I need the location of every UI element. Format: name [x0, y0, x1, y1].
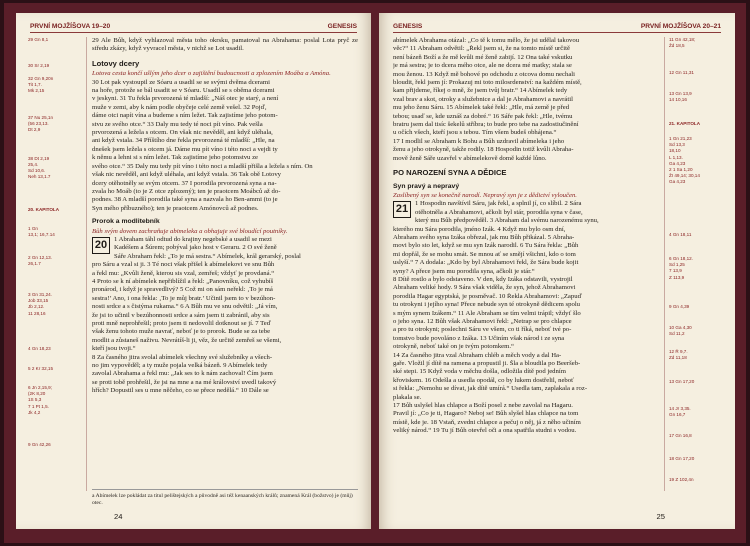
text-line: 1 Hospodin navštívil Sáru, jak řekl, a splnil jí, co slíbil. 2 Sára	[415, 200, 582, 208]
cross-reference	[669, 477, 725, 483]
text-line: vzal brav a skot, otroky a služebnice a dal je Abrahamovi a navrátil	[393, 95, 573, 103]
header-left-title: PRVNÍ MOJŽÍŠOVA 19–20	[30, 23, 111, 30]
cross-reference-line: 4 Gn 18,23	[28, 346, 51, 351]
cross-reference-line: 6 Jn 2,15,9;	[28, 385, 53, 390]
cross-reference-line: 6 Gn 18,12.	[669, 256, 694, 261]
cross-reference-line: 1 Gn 21,23	[669, 136, 692, 141]
text-line: stvu ze svého otce.“ 33 Daly mu tedy té noci pít víno. Pak vešla	[92, 120, 263, 128]
text-line: že jsi to učinil v bezúhonnosti srdce a sám jsem ti zabránil, aby sis	[92, 311, 270, 319]
cross-reference-line: 5 2 Kr 32,15	[28, 365, 54, 371]
text-line: který mu Bůh předpověděl. 3 Abraham dal svému narozenému synu,	[415, 217, 599, 225]
text-line: 17 I modlil se Abraham k Bohu a Bůh uzdravil abímeleka i jeho	[393, 137, 565, 145]
cross-reference-line: Job 33,15	[28, 298, 49, 304]
column-divider	[664, 37, 665, 491]
text-line: a řekl mu: „Kvůli ženě, kterou sis vzal, zemřeš; vždyť je provdaná.“	[92, 269, 275, 277]
right-page	[379, 13, 735, 529]
text-line: kterého mu Sára porodila, jméno Izák. 4 Když mu bylo osm dní,	[393, 225, 566, 233]
cross-reference-line: Ga 4,23	[669, 179, 686, 185]
cross-reference-line: 26,1.7	[28, 260, 41, 266]
text-line: ské stepi. 15 Když voda v měchu došla, odložila dítě pod jedním	[393, 368, 566, 376]
cross-reference-line: 7 13,9	[669, 268, 682, 274]
text-line: Sáře Abraham řekl: „To je má sestra.“ Abímelek, král gerarský, poslal	[114, 252, 301, 260]
cross-reference-line: Sd 10,6.	[28, 167, 46, 173]
cross-reference-line: 1 Gn	[28, 226, 38, 231]
cross-reference-line: Jk 4,2	[28, 409, 41, 415]
cross-reference-line: Sd 11,2	[669, 331, 685, 337]
text-line: o jeho syna. 12 Bůh však Abrahamovi řekl: „Netrap se pro chlapce	[393, 318, 572, 325]
text-line: 17 Bůh uslyšel hlas chlapce a Boží posel z nebe zavolal na Hagaru.	[393, 402, 573, 410]
cross-reference-line: 19 Z 102,4n	[669, 476, 694, 482]
subsection-heading: Syn pravý a nepravý	[393, 182, 460, 190]
cross-reference	[28, 255, 84, 267]
section-intro: Lotova cesta končí ušlým jeho dcer o zajištění budoucnosti a zplozením Moába a Amóna.	[92, 70, 331, 78]
cross-reference	[669, 433, 725, 439]
page-number: 25	[656, 512, 665, 521]
cross-reference-line: 30 Sr 2,19	[28, 62, 50, 68]
cross-reference	[28, 115, 84, 134]
verse-continuation	[393, 37, 661, 163]
cross-reference-line: 14 10,16	[669, 97, 687, 103]
cross-reference	[669, 232, 725, 238]
cross-reference-line: 11 28,16	[28, 310, 46, 316]
text-line: plakala se.	[393, 393, 422, 401]
cross-reference-line: 18,10	[669, 148, 681, 154]
subsection-intro: Bůh svým dovem zachraňuje abimeleka a obhajuje své bloudící poutníky.	[92, 227, 288, 235]
cross-reference-line: 13 Gn 13,9	[669, 91, 692, 96]
text-line: hřích? Dopustil ses u mne něčeho, co se přece nedělá.“ 10 Dále se	[92, 387, 269, 395]
text-line: s mým synem Izákem.“ 11 Ale Abraham se tím velmi trápil; vždyť šlo	[393, 309, 581, 317]
text-line: není bázeň Boží a že mě kvůli mé ženě zabijí. 12 Ona také vskutku	[393, 53, 573, 61]
text-line: pro Sáru a vzal si ji. 3 Té noci však přišel k abímelekovi ve snu Bůh	[92, 261, 275, 269]
cross-reference	[669, 406, 725, 418]
text-line: 4 Proto se k ní abímelek nepřiblížil a řekl: „Panovníku, což vyhubíš	[92, 277, 274, 285]
column-divider	[86, 37, 87, 491]
text-line: tebou; usaď se, kde uznáš za dobré.“ 16 Sáře pak řekl: „Hle, tvému	[393, 112, 573, 120]
text-line: abímelek Abrahama otázal: „Co tě k tomu mělo, že jsi udělal takovou	[393, 37, 580, 44]
text-column	[393, 37, 661, 436]
text-line: mou ženou. 13 Když mě bohové po odchodu z otcova domu nechali	[393, 70, 576, 78]
chapter-verses	[393, 200, 661, 435]
cross-reference	[669, 349, 725, 361]
text-line: u očích všech, kteří jsou s tebou. Tím všem budeš obhájena.“	[393, 129, 557, 137]
cross-reference-line: Ga 4,23	[669, 160, 686, 166]
header-left-title: GENESIS	[393, 23, 423, 30]
text-line: tu otrokyni i jejího syna! Přece nebude syn té otrokyně dědicem spolu	[393, 301, 581, 309]
text-line: modlit a zůstaneš naživu. Nevrátíš-li ji, věz, že určitě zemřeš se všemi,	[92, 336, 282, 344]
text-line: zavolal Abrahama a řekl mu: „Jak ses to k nám zachoval! Čím jsem	[92, 370, 273, 378]
book-spread	[4, 3, 746, 543]
text-line: mu jeho ženu Sáru. 15 Abímelek také řekl: „Hle, má země je před	[393, 104, 570, 112]
text-line: Kadéšem a Šúrem; pobýval jako host v Geraru. 2 O své ženě	[114, 244, 277, 252]
cross-reference-line: L 1,13.	[669, 154, 683, 160]
text-line: mově ženě Sáře uzavřel v abímelekově domě každé lůno.	[393, 154, 547, 162]
verse-paragraph: 29 Ale Bůh, když vyhlazoval města toho okrsku, pamatoval na Abrahama: poslal Lota pryč ze středu zkázy, když vyvracel města, v nichž se Lot usadil.	[92, 37, 358, 53]
text-line: místě, kde je. 18 Vstaň, zvedni chlapce a pečuj o něj, já z něho učiním	[393, 418, 581, 426]
header-right-title: GENESIS	[327, 23, 357, 30]
text-line: bratru jsem dal tisíc šekelů stříbra; to bude pro tebe na zadostiučinění	[393, 121, 579, 129]
text-line: v jeskyni. 31 Tu řekla prvorozená té mladší: „Náš otec je starý, a není	[92, 95, 279, 103]
cross-reference	[669, 304, 725, 310]
page-number: 24	[114, 512, 123, 521]
text-line: syny? A přece jsem mu porodila syna, ačkoli je stár.“	[393, 267, 535, 275]
cross-reference	[669, 136, 725, 186]
cross-reference-line: 18 Gn 17,20	[669, 455, 695, 461]
cross-reference	[28, 226, 84, 238]
cross-reference-line: 14 Jr 3,35.	[669, 406, 691, 411]
cross-reference	[28, 207, 84, 213]
chapter-block	[92, 236, 358, 396]
text-line: křoviskem. 16 Odešla a usedla opodál, co by lukem dostřelil, neboť	[393, 376, 574, 384]
text-line: otrokyně, neboť také on je tvým potomkem.“	[393, 343, 514, 351]
cross-reference-line: 37 Nu 25,1n	[28, 115, 54, 120]
text-line: tomstvo bude povoláno z Izáka. 13 Učiním však národ i ze syna	[393, 334, 565, 342]
text-line: 1 Abraham táhl odtud do krajiny negebské a usadil se mezi	[114, 235, 272, 243]
cross-reference-line: 9 Gn 4,39	[669, 304, 690, 309]
text-line: a pro tu otrokyni; poslechni Sáru ve všem, co ti říká, neboť tvé po-	[393, 326, 572, 334]
cross-reference-line: 13,1; 16,7.14	[28, 232, 55, 238]
subsection-intro: Zaslíbený syn se konečně narodí. Nepravý syn je z dědictví vyloučen.	[393, 191, 577, 199]
cross-reference	[28, 346, 84, 352]
text-line: však ženu tohoto muže navrať, neboť je to prorok. Bude se za tebe	[92, 328, 271, 336]
cross-reference-line: Tit 1,7.	[28, 82, 42, 88]
chapter-verses	[92, 236, 358, 396]
text-line: je má sestra; je to dcera mého otce, ale ne dcera mé matky; stala se	[393, 62, 572, 70]
text-line: Pravil jí: „Co je ti, Hagaro? Neboj se! Bůh slyšel hlas chlapce na tom	[393, 410, 579, 418]
running-header	[393, 19, 721, 33]
section-heading: PO NAROZENÍ SYNA A DĚDICE	[393, 168, 507, 178]
cross-reference-line: 38 Dt 2,19	[28, 155, 50, 161]
text-line: no jim vypověděl; a ty muže pojala velká bázeň. 9 Abímelek tedy	[92, 362, 268, 370]
footnote: a Abímelek lze pokládat za titul pelištejských a původně asi též kenaanských králů; znamená Král (božstvo) je (můj) otec.	[92, 489, 358, 507]
cross-reference	[28, 366, 84, 372]
cross-reference-line: 21. KAPITOLA	[669, 121, 701, 126]
cross-reference-line: Sd 13,3	[669, 142, 685, 148]
chapter-block	[393, 200, 661, 435]
cross-reference-line: ŽI 49,14; 30,14	[669, 173, 700, 179]
cross-reference-line: Mk 2,15	[28, 88, 45, 94]
cross-reference	[669, 121, 725, 127]
cross-reference-line: Žd 18,5	[669, 43, 685, 49]
chapter-number: 20	[92, 237, 110, 254]
cross-reference-line: 25,4.	[28, 161, 39, 167]
text-line: gaře. Vložil jí dítě na ramena a propustil ji. Šla a bloudila po Beeršeb-	[393, 360, 581, 368]
text-line: proti mně neprohřešil; proto jsem ti nedovolil dotknout se jí. 7 Teď	[92, 320, 272, 327]
cross-reference-line: 10 Ga 4,30	[669, 325, 692, 330]
text-line: 8 Za časného jitra svolal abímelek všechny své služebníky a všech-	[92, 353, 273, 361]
text-line: dáme otci napít vína a budeme s ním ležet. Tak zajistíme jeho potom-	[92, 112, 278, 120]
cross-reference	[28, 292, 84, 317]
cross-reference-line: 12 Gn 11,31	[669, 70, 694, 75]
text-line: ženu a jeho otrokyně, takže rodily. 18 Hospodin totiž kvůli Abraha-	[393, 146, 574, 154]
text-line: však nic nevěděl, ani když uléhala, ani když vstala. 36 Tak obě Lotovy	[92, 171, 282, 179]
cross-reference	[28, 63, 84, 69]
cross-reference-line: (56 23,13.	[28, 121, 49, 127]
cross-reference-line: 3 Gn 31,24.	[28, 292, 53, 297]
left-page	[16, 13, 371, 529]
cross-reference-line: 29 Gn 8,1	[28, 37, 49, 42]
cross-reference	[669, 91, 725, 103]
chapter-number: 21	[393, 201, 411, 218]
cross-reference	[28, 156, 84, 181]
cross-reference-line: 2 1 Sa 1,20	[669, 167, 693, 173]
text-line: 30 Lot pak vystoupil ze Sóaru a usadil se se svými dvěma dcerami	[92, 78, 270, 86]
text-line: prvorozená a ležela s otcem. On však nic nevěděl, ani když uléhala,	[92, 129, 273, 137]
text-line: nosti srdce a s čistýma rukama.“ 6 A Bůh mu ve snu odvětil: „Já vím,	[92, 303, 278, 311]
cross-reference-line: 13 Gn 17,20	[669, 379, 695, 384]
cross-reference	[28, 442, 84, 448]
text-line: sestra!’ Ano, i ona řekla: ‚To je můj bratr.’ Učinil jsem to v bezúhon-	[92, 294, 276, 302]
cross-reference	[669, 325, 725, 337]
cross-reference	[669, 256, 725, 281]
cross-reference-line: 1S 5,3	[28, 397, 42, 403]
cross-reference-line: 7 1 Pt 1,5.	[28, 403, 49, 409]
cross-reference-line: 20. KAPITOLA	[28, 206, 60, 212]
cross-reference-line: Zd 11,18	[669, 355, 687, 361]
section-heading: Lotovy dcery	[92, 58, 140, 68]
cross-reference-line: Dt 2,9	[28, 127, 41, 133]
text-column	[92, 37, 358, 396]
running-header	[30, 19, 357, 33]
cross-reference-line: (2K 8,20	[28, 391, 46, 397]
cross-reference	[28, 37, 84, 43]
text-line: se proti tobě prohřešil, že jsi na mne a na mé království uvedl takový	[92, 378, 277, 386]
text-line: Syn mého příbuzného); ten je praotcem Amónovců až podnes.	[92, 204, 259, 212]
text-line: věc?“ 11 Abraham odvětil: „Řekl jsem si, že na tomto místě určitě	[393, 45, 570, 53]
text-line: si řekla: „Nemohu se dívat, jak dítě umírá.“ Usedla tam, zaplakala a roz-	[393, 385, 588, 393]
header-right-title: PRVNÍ MOJŽÍŠOVA 20–21	[640, 23, 721, 30]
text-line: mi dopřál, že se mohu smát. Se mnou ať se smějí všichni, kdo o tom	[393, 250, 576, 258]
cross-reference-line: 4 Gn 18,11	[669, 232, 692, 237]
cross-reference	[669, 70, 725, 76]
text-line: Abraham svého syna Izáka obřezal, jak mu Bůh přikázal. 5 Abraha-	[393, 233, 575, 241]
cross-reference	[669, 456, 725, 462]
text-line: veliký národ.“ 19 Tu jí Bůh otevřel oči a ona spatřila studni s vodou.	[393, 427, 577, 435]
text-line: pronárod, i když je spravedlivý? 5 Což mi on sám neřekl: ‚To je má	[92, 286, 273, 294]
text-line: kam přijdeme, říkej o mně, že jsem tvůj bratr.“ 14 Abímelek tedy	[393, 87, 568, 95]
cross-reference-line: 9 Gn 42,26	[28, 442, 51, 447]
cross-reference-line: Neh 13,1.7	[28, 174, 51, 180]
text-line: Abraham veliké hody. 9 Sára však viděla, že syn, jehož Abrahamovi	[393, 284, 576, 292]
text-line: dnešek jsem ležela s otcem já. Dáme mu pít víno i této noci a vejdi ty	[92, 145, 278, 153]
lot-verses	[92, 79, 358, 214]
text-line: ani když vstala. 34 Příštího dne řekla prvorozená té mladší: „Hle, na	[92, 137, 275, 145]
text-line: porodila Hagar egyptská, je posměvač. 10 Řekla Abrahamovi: „Zapuď	[393, 292, 582, 300]
cross-reference-line: 2 Gn 12,13.	[28, 254, 53, 260]
cross-reference-line: 17 Gn 16,8	[669, 433, 692, 438]
text-line: dcery otěhotněly se svým otcem. 37 I porodila prvorozená syna a na-	[92, 179, 277, 187]
cross-reference-line: 12 Ř 9,7.	[669, 349, 688, 354]
text-line: movi bylo sto let, když se mu syn Izák narodil. 6 Tu Sára řekla: „Bůh	[393, 242, 579, 250]
text-line: bloudit, řekl jsem jí: Prokazuj mi toto milosrdenství: na každém místě,	[393, 79, 582, 87]
text-line: 8 Dítě rostlo a bylo odstaveno. V den, kdy Izáka odstavili, vystrojil	[393, 275, 573, 283]
text-line: svého otce.“ 35 Daly mu tedy pít víno i této noci a mladší přišla a ležela s ním. On	[92, 162, 313, 170]
cross-reference-line: Sd 1,25	[669, 262, 685, 268]
cross-reference-line: Jb 2,12.	[28, 304, 45, 310]
cross-reference-line: 32 Gn 9,20n	[28, 76, 54, 81]
text-line: zvala ho Moáb (to je Z otce zplozený); ten je praotcem Moábců až do-	[92, 187, 281, 195]
cross-reference-line: Gn 16,7	[669, 412, 686, 418]
text-line: k němu a lehni si s ním ležet. Tak zajistíme jeho potomstvu ze	[92, 154, 259, 162]
text-line: 14 Za časného jitra vzal Abraham chléb a měch vody a dal Ha-	[393, 351, 562, 359]
cross-reference	[28, 76, 84, 95]
text-line: kteří jsou tvoji.“	[92, 345, 136, 353]
text-line: na hoře, protože se bál usadit se v Sóaru. Usadil se s oběma dcerami	[92, 87, 275, 95]
cross-reference	[28, 385, 84, 416]
cross-reference-line: Z 113,9	[669, 274, 685, 280]
text-line: otěhotněla a Abrahamovi, ačkoli byl stár, porodila syna v čase,	[415, 208, 583, 216]
cross-reference-line: 11 Gn 42,18;	[669, 37, 696, 42]
text-line: muže v zemi, aby k nám podle obyčeje celé země vešel. 32 Pojď,	[92, 103, 267, 111]
text-line: uslyší.“ 7 A dodala: „Kdo by byl Abrahamovi řekl, že Sára bude kojit	[393, 259, 579, 267]
text-line: podnes. 38 A mladší porodila také syna a nazvala ho Ben-ammi (to je	[92, 196, 278, 204]
cross-reference	[669, 37, 725, 49]
cross-reference	[669, 379, 725, 385]
subsection-heading: Prorok a modlitebník	[92, 218, 160, 226]
